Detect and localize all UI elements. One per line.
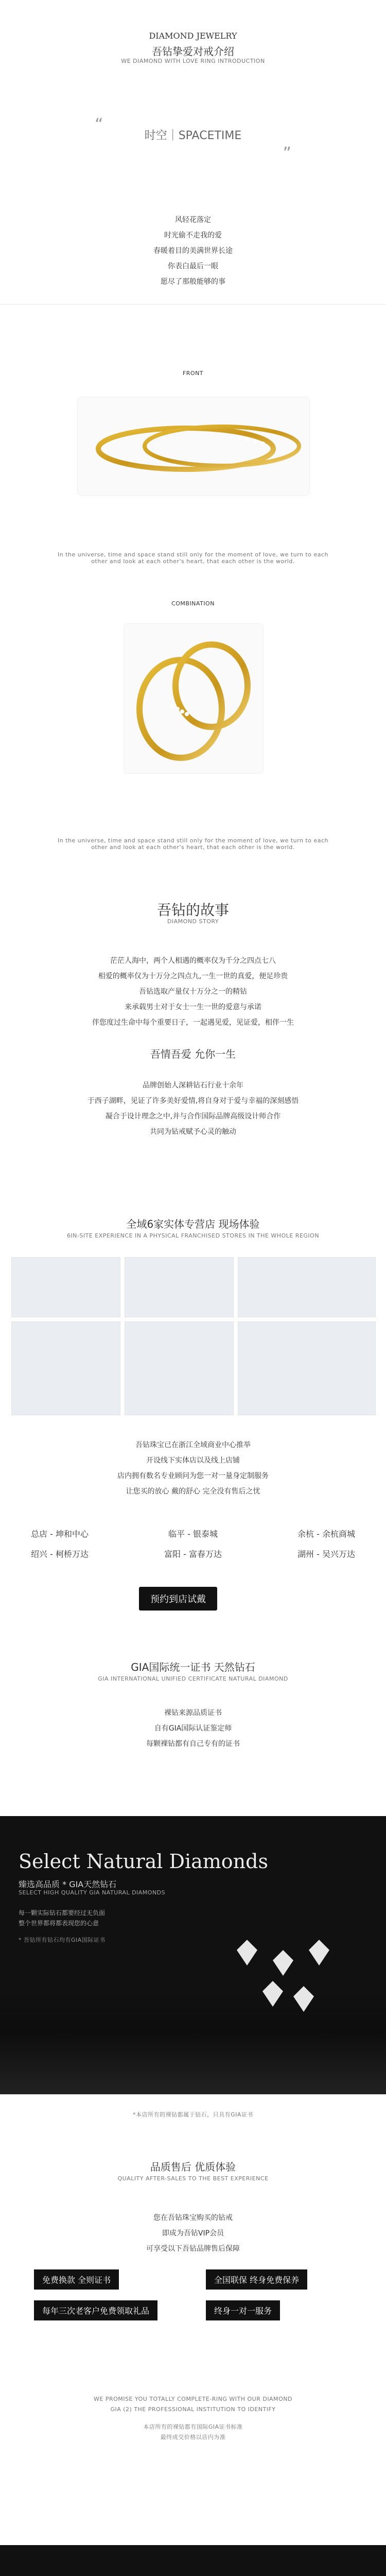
after-sale-pill: 每年三次老客户免费领取礼品 <box>34 2300 157 2320</box>
story-line: 茫茫人海中，两个人相遇的概率仅为千分之四点七八 <box>110 957 276 965</box>
gia-line: 裸钻来源品质证书 <box>164 1709 222 1717</box>
after-sale-subtitle: QUALITY AFTER-SALES TO THE BEST EXPERIENCE <box>117 2175 269 2182</box>
banner-title-en: Select Natural Diamonds <box>19 1850 268 1873</box>
footer-cn-1: 本店所有的裸钻都有国际GIA证书标准 <box>143 2424 243 2430</box>
poem-line: 春暖着目的美满世界长途 <box>153 247 233 255</box>
front-label: FRONT <box>182 370 204 377</box>
story-line: 吾钻选取产量仅十万分之一的精钻 <box>139 988 247 996</box>
front-caption: In the universe, time and space stand still only for the moment of love, we turn to each other and look at each other's heart, that each other is the world. <box>57 551 328 565</box>
quote-open-icon: “ <box>95 114 103 134</box>
location-item: 临平 - 银泰城 <box>168 1529 218 1539</box>
header-subtitle-en: WE DIAMOND WITH LOVE RING INTRODUCTION <box>121 58 265 64</box>
combination-ring-image <box>124 623 264 774</box>
gia-line: 自有GIA国际认证鉴定师 <box>154 1724 232 1733</box>
after-sale-title: 品质售后 优质体验 <box>150 2161 236 2173</box>
footer-cn-2: 最终成交价格以店内为准 <box>160 2434 226 2441</box>
location-item: 湖州 - 吴兴万达 <box>297 1549 355 1559</box>
stores-subtitle: 6IN-SITE EXPERIENCE IN A PHYSICAL FRANCHISED STORES IN THE WHOLE REGION <box>66 1232 320 1239</box>
banner-line: 每一颗实际钻石都要经过无负面 <box>19 1909 106 1917</box>
story-line: 来承载男士对于女士一生一世的爱意与承诺 <box>125 1003 261 1011</box>
brand-footer <box>0 2545 386 2576</box>
location-item: 余杭 - 余杭商城 <box>297 1529 355 1539</box>
story-line2: 凝合于设计理念之中,并与合作国际品牌高级设计师合作 <box>105 1112 281 1121</box>
banner-line: 整个世界都将都表现您的心意 <box>19 1920 99 1927</box>
poem-line: 时光偷不走我的爱 <box>164 231 222 240</box>
combination-label: COMBINATION <box>171 600 215 607</box>
story-line2: 共同为钻戒赋予心灵的触动 <box>150 1128 236 1136</box>
poem-line: 风轻花落定 <box>175 216 211 224</box>
stores-line: 店内拥有数名专业顾问为您一对一量身定制服务 <box>117 1472 269 1480</box>
story-title-en: DIAMOND STORY <box>167 918 219 925</box>
banner-title-cn: 臻选高品质 * GIA天然钻石 <box>19 1879 117 1889</box>
banner-note: * 吾钻所有钻石均有GIA国际证书 <box>19 1937 106 1943</box>
location-item: 总店 - 坤和中心 <box>31 1529 89 1539</box>
after-sale-line: 您在吾钻珠宝购买的钻戒 <box>153 2214 233 2222</box>
header-title-en: DIAMOND JEWELRY <box>149 31 237 41</box>
store-photo-2 <box>125 1257 234 1317</box>
combination-caption: In the universe, time and space stand still only for the moment of love, we turn to each other and look at each other's heart, that each other is the world. <box>57 837 328 851</box>
after-sale-pill: 免费换款 全则证书 <box>34 2269 119 2290</box>
location-item: 富阳 - 富春万达 <box>164 1549 222 1559</box>
header-title-cn: 吾钻挚爱对戒介绍 <box>152 45 234 58</box>
after-sale-line: 即成为吾钻VIP会员 <box>162 2229 224 2238</box>
stores-title: 全域6家实体专营店 现场体验 <box>126 1218 260 1230</box>
gia-subtitle: GIA INTERNATIONAL UNIFIED CERTIFICATE NATURAL DIAMOND <box>98 1675 288 1682</box>
stores-line: 让您买的放心 戴的舒心 完全没有售后之忧 <box>126 1487 260 1496</box>
gia-line: 每颗裸钻都有自己专有的证书 <box>146 1740 240 1748</box>
gia-title: GIA国际统一证书 天然钻石 <box>131 1661 255 1673</box>
store-photo-3 <box>238 1257 376 1317</box>
after-sale-pill: 终身一对一服务 <box>206 2300 280 2320</box>
after-sale-pill: 全国联保 终身免费保养 <box>206 2269 307 2290</box>
store-photo-6 <box>238 1321 376 1415</box>
story-subtitle: 吾情吾爱 允你一生 <box>150 1048 236 1060</box>
footer-en-1: WE PROMISE YOU TOTALLY COMPLETE-RING WITH OUR DIAMOND <box>94 2396 292 2402</box>
story-line: 相爱的概率仅为十万分之四点九,一生一世的真爱，便足珍贵 <box>98 972 288 980</box>
stores-line: 吾钻珠宝已在浙江全域商业中心推举 <box>135 1441 251 1449</box>
after-sale-line: 可享受以下吾钻品牌售后保障 <box>146 2245 240 2253</box>
story-title-cn: 吾钻的故事 <box>156 902 229 919</box>
location-item: 绍兴 - 柯桥万达 <box>31 1549 89 1559</box>
poem-line: 你表白最后一眼 <box>168 262 218 270</box>
dark-banner <box>0 1816 386 2094</box>
footer-en-2: GIA (2) THE PROFESSIONAL INSTITUTION TO IDENTIFY <box>110 2406 276 2413</box>
book-try-on-button[interactable]: 预约到店试戴 <box>139 1587 217 1611</box>
store-photo-4 <box>11 1321 120 1415</box>
story-line2: 品牌创始人深耕钻石行业十余年 <box>143 1081 243 1090</box>
stores-line: 开设线下实体店以及线上店铺 <box>146 1456 240 1465</box>
front-ring-image <box>77 397 310 496</box>
banner-bottom-caption: *本店所有的裸钻都属于钻石，只具有GIA证书 <box>133 2111 253 2118</box>
quote-close-icon: ” <box>283 143 291 163</box>
poem-line: 愿尽了那般能够的事 <box>161 278 225 286</box>
story-line2: 于西子湖畔，见证了许多美好爱情,将自身对于爱与幸福的深刻感悟 <box>87 1097 299 1105</box>
banner-desc-en: SELECT HIGH QUALITY GIA NATURAL DIAMONDS <box>19 1889 166 1896</box>
diamond-icon <box>216 1919 350 2024</box>
quote-text: 时空｜SPACETIME <box>144 129 242 142</box>
store-photo-5 <box>125 1321 234 1415</box>
story-line: 伴您度过生命中每个重要日子，一起遇见爱，见证爱，相伴一生 <box>92 1019 294 1027</box>
store-photo-1 <box>11 1257 120 1317</box>
